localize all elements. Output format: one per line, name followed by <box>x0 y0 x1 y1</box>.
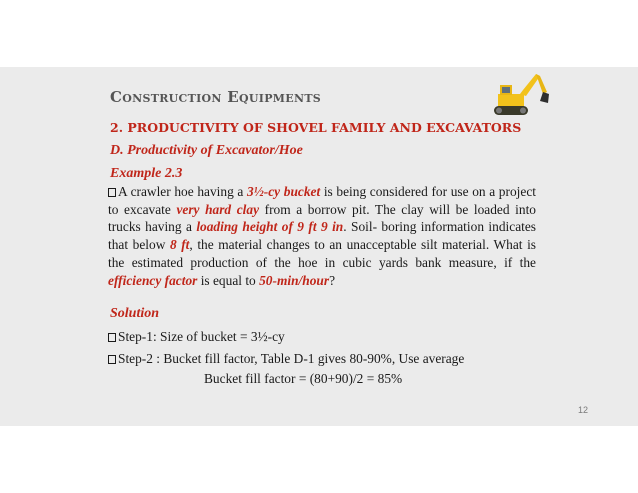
checkbox-bullet-icon <box>108 333 116 342</box>
solution-step-2: Step-2 : Bucket fill factor, Table D-1 gives 80-90%, Use average <box>108 351 464 367</box>
checkbox-bullet-icon <box>108 355 116 364</box>
checkbox-bullet-icon <box>108 188 116 197</box>
subsection-title: D. Productivity of Excavator/Hoe <box>110 143 303 158</box>
fill-factor-formula: Bucket fill factor = (80+90)/2 = 85% <box>204 371 403 386</box>
section-heading: 2. PRODUCTIVITY OF SHOVEL FAMILY AND EXCAVATORS <box>110 120 522 135</box>
solution-step-1: Step-1: Size of bucket = 3½-cy <box>108 329 285 345</box>
solution-title: Solution <box>110 306 160 321</box>
header-title: Construction Equipments <box>110 88 322 106</box>
problem-statement: A crawler hoe having a 3½-cy bucket is being considered for use on a project to excavate very hard clay from a borrow pit. The clay will be loaded into trucks having a loading height of 9 ft 9 in. Soil- boring information indicates that below 8 ft, the material changes to an unacceptable silt material. What is the estimated production of the hoe in cubic yards bank measure, if the efficiency factor is equal to 50-min/hour? <box>108 184 537 288</box>
example-title: Example 2.3 <box>110 166 183 181</box>
excavator-icon <box>490 70 552 122</box>
page-number: 12 <box>578 405 589 415</box>
